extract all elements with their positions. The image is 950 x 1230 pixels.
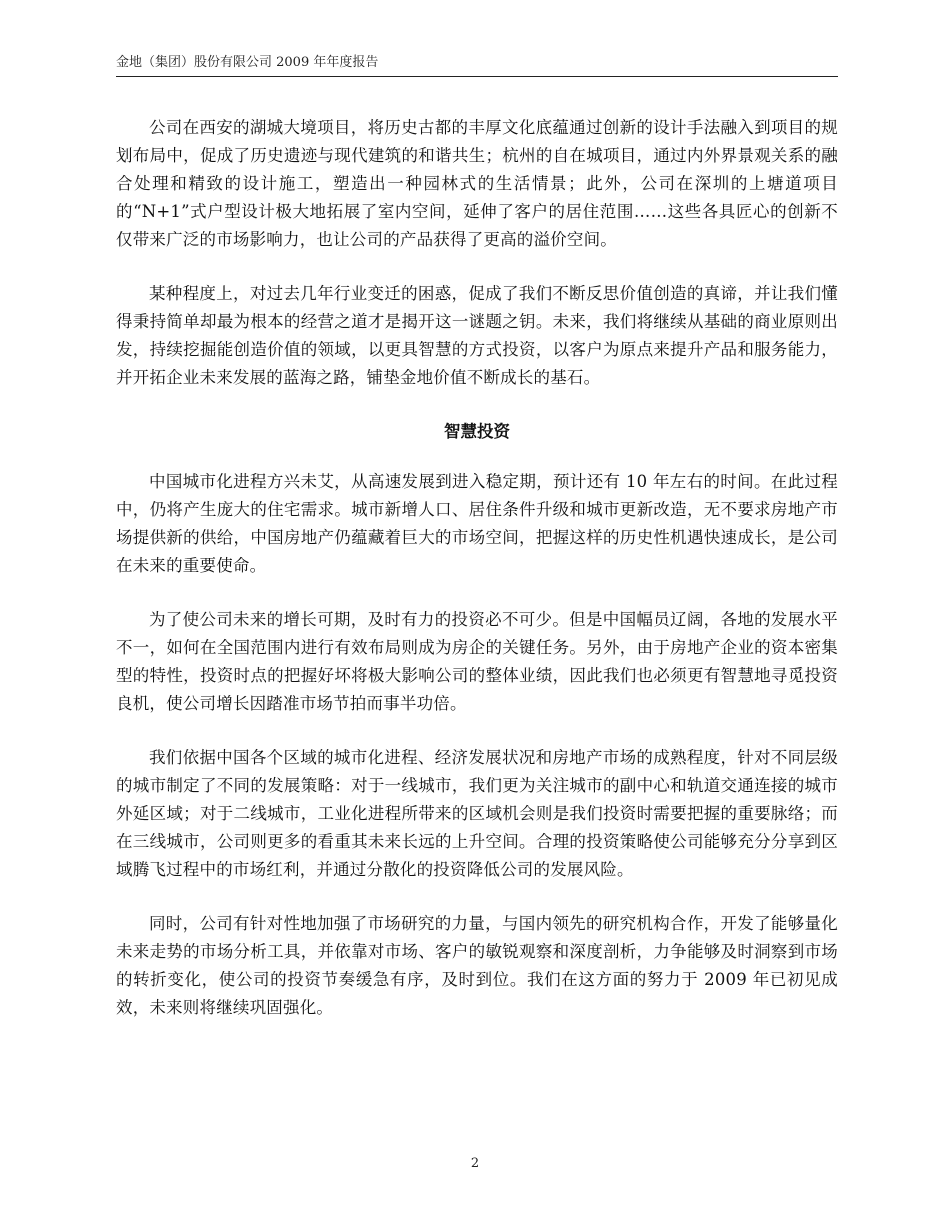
paragraph: 为了使公司未来的增长可期，及时有力的投资必不可少。但是中国幅员辽阔，各地的发展水平不一，如何在全国范围内进行有效布局则成为房企的关键任务。另外，由于房地产企业的资本密集型的特性，投资时点的把握好坏将极大影响公司的整体业绩，因此我们也必须更有智慧地寻觅投资良机，使公司增长因踏准市场节拍而事半功倍。 xyxy=(116,610,838,713)
paragraph: 同时，公司有针对性地加强了市场研究的力量，与国内领先的研究机构合作，开发了能够量化未来走势的市场分析工具，并依靠对市场、客户的敏锐观察和深度剖析，力争能够及时洞察到市场的转折变化，使公司的投资节奏缓急有序，及时到位。我们在这方面的努力于 2009 年已初见成效，未来则将继续巩固强化。 xyxy=(116,914,838,1017)
paragraph: 公司在西安的湖城大境项目，将历史古都的丰厚文化底蕴通过创新的设计手法融入到项目的规划布局中，促成了历史遗迹与现代建筑的和谐共生；杭州的自在城项目，通过内外界景观关系的融合处理和精致的设计施工，塑造出一种园林式的生活情景；此外，公司在深圳的上塘道项目的“N+1”式户型设计极大地拓展了室内空间，延伸了客户的居住范围……这些各具匠心的创新不仅带来广泛的市场影响力，也让公司的产品获得了更高的溢价空间。 xyxy=(116,118,838,249)
page-header xyxy=(116,54,838,77)
paragraph: 我们依据中国各个区域的城市化进程、经济发展状况和房地产市场的成熟程度，针对不同层级的城市制定了不同的发展策略：对于一线城市，我们更为关注城市的副中心和轨道交通连接的城市外延区域；对于二线城市，工业化进程所带来的区域机会则是我们投资时需要把握的重要脉络；而在三线城市，公司则更多的看重其未来长远的上升空间。合理的投资策略使公司能够充分分享到区域腾飞过程中的市场红利，并通过分散化的投资降低公司的发展风险。 xyxy=(116,748,838,879)
section-heading: 智慧投资 xyxy=(444,422,510,441)
document-body xyxy=(116,114,838,1048)
paragraph: 中国城市化进程方兴未艾，从高速发展到进入稳定期，预计还有 10 年左右的时间。在此过程中，仍将产生庞大的住宅需求。城市新增人口、居住条件升级和城市更新改造，无不要求房地产市场提供新的供给，中国房地产仍蕴藏着巨大的市场空间，把握这样的历史性机遇快速成长，是公司在未来的重要使命。 xyxy=(116,472,838,575)
header-title: 金地（集团）股份有限公司 2009 年年度报告 xyxy=(116,55,379,70)
page-number: 2 xyxy=(470,1156,480,1171)
paragraph: 某种程度上，对过去几年行业变迁的困惑，促成了我们不断反思价值创造的真谛，并让我们懂得秉持简单却最为根本的经营之道才是揭开这一谜题之钥。未来，我们将继续从基础的商业原则出发，持续挖掘能创造价值的领域，以更具智慧的方式投资，以客户为原点来提升产品和服务能力，并开拓企业未来发展的蓝海之路，铺垫金地价值不断成长的基石。 xyxy=(116,284,838,387)
